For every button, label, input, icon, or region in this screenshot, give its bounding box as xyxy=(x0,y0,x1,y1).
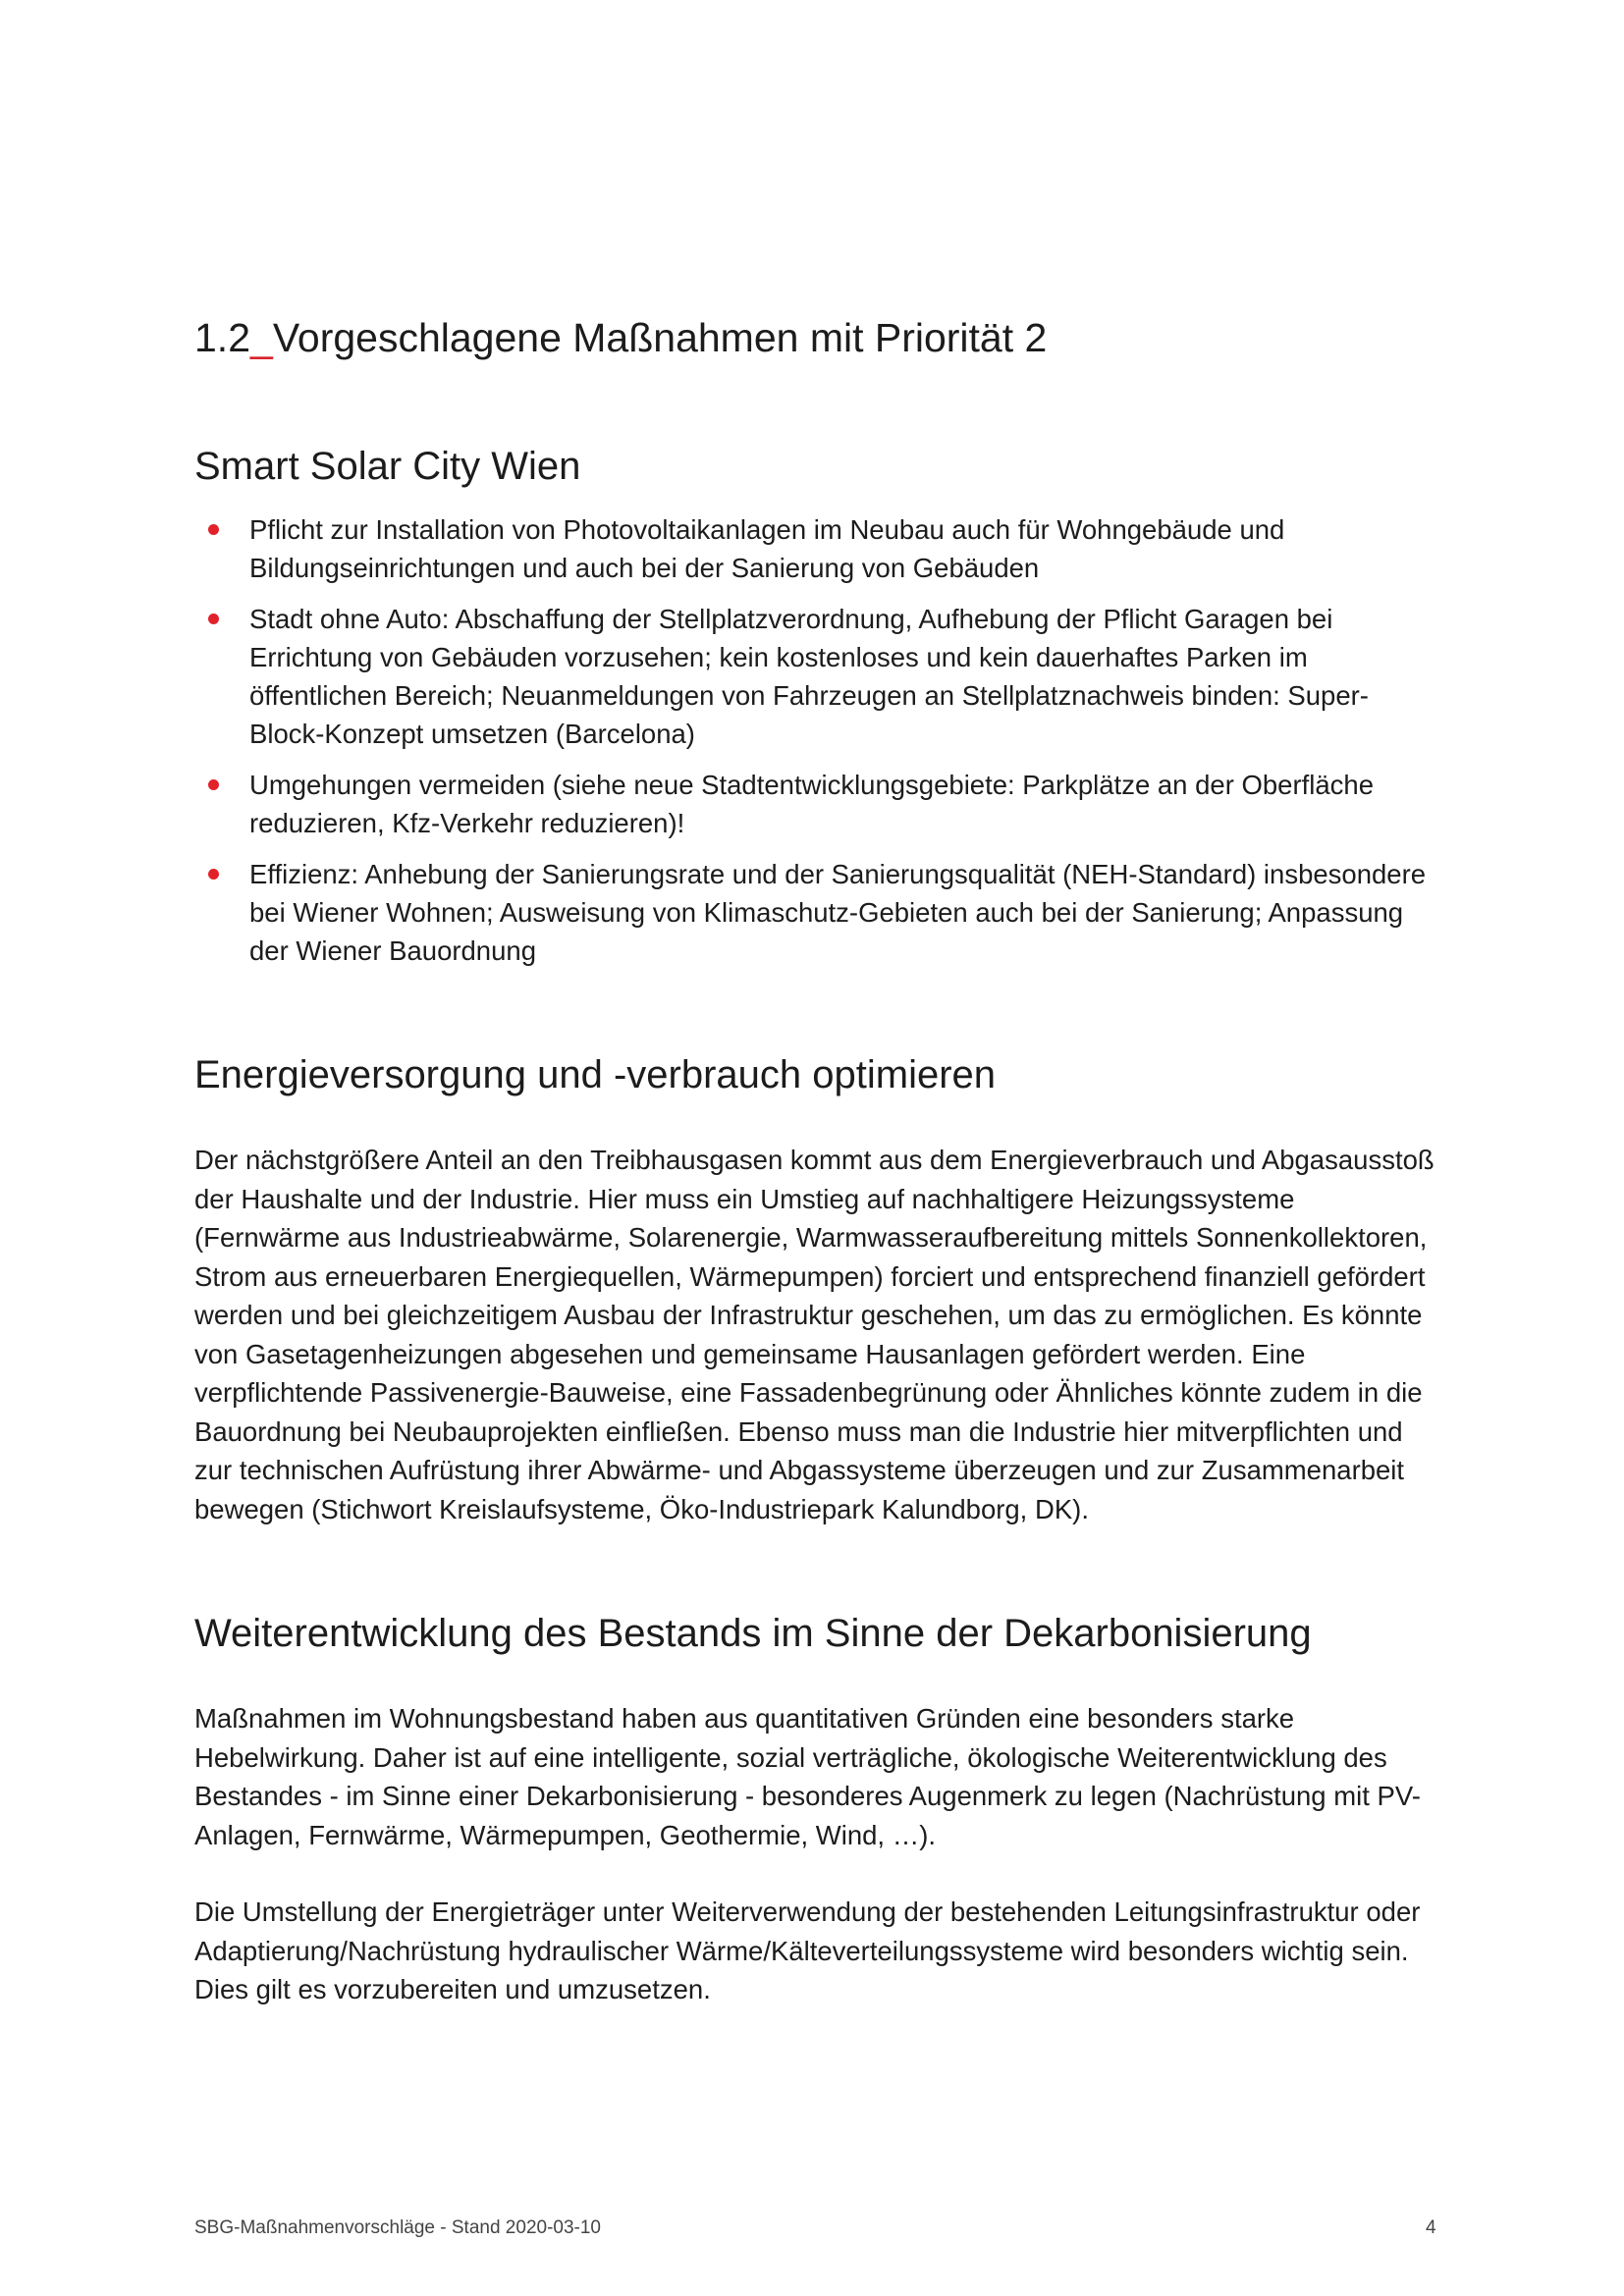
bullet-icon xyxy=(208,779,219,790)
weiter-paragraph-1: Maßnahmen im Wohnungsbestand haben aus quantitativen Gründen eine besonders starke Hebelwirkung. Daher ist auf eine intelligente, sozial verträgliche, ökologische Weiterentwicklung des Bestandes - im Sinne einer Dekarbonisierung - besonderes Augenmerk zu legen (Nachrüstung mit PV-Anlagen, Fernwärme, Wärmepumpen, Geothermie, Wind, …). xyxy=(194,1703,1421,1850)
energie-paragraph: Der nächstgrößere Anteil an den Treibhausgasen kommt aus dem Energieverbrauch und Abgasausstoß der Haushalte und der Industrie. Hier muss ein Umstieg auf nachhaltigere Heizungssysteme (Fernwärme aus Industrieabwärme, Solarenergie, Warmwasseraufbereitung mittels Sonnenkollektoren, Strom aus erneuerbaren Energiequellen, Wärmepumpen) forciert und entsprechend finanziell gefördert werden und bei gleichzeitigem Ausbau der Infrastruktur geschehen, um das zu ermöglichen. Es könnte von Gasetagenheizungen abgesehen und gemeinsame Hausanlagen gefördert werden. Eine verpflichtende Passivenergie-Bauweise, eine Fassadenbegrünung oder Ähnliches könnte zudem in die Bauordnung bei Neubauprojekten einfließen. Ebenso muss man die Industrie hier mitverpflichten und zur technischen Aufrüstung ihrer Abwärme- und Abgassysteme überzeugen und zur Zusammenarbeit bewegen (Stichwort Kreislaufsysteme, Öko-Industriepark Kalundborg, DK). xyxy=(194,1145,1435,1524)
bullet-text: Effizienz: Anhebung der Sanierungsrate und der Sanierungsqualität (NEH-Standard) insbesondere bei Wiener Wohnen; Ausweisung von Klimaschutz-Gebieten auch bei der Sanierung; Anpassung der Wiener Bauordnung xyxy=(249,859,1427,966)
smart-solar-bullet-list xyxy=(194,510,1441,970)
footer-page-number: 4 xyxy=(1426,2217,1436,2238)
weiter-paragraph-2: Die Umstellung der Energieträger unter Weiterverwendung der bestehenden Leitungsinfrastruktur oder Adaptierung/Nachrüstung hydraulischer Wärme/Kälteverteilungssysteme wird besonders wichtig sein. Dies gilt es vorzubereiten und umzusetzen. xyxy=(194,1896,1421,2004)
bullet-item xyxy=(194,855,1441,970)
subheading-smart-solar: Smart Solar City Wien xyxy=(194,445,581,488)
heading-number: 1.2 xyxy=(194,315,250,360)
bullet-text: Stadt ohne Auto: Abschaffung der Stellplatzverordnung, Aufhebung der Pflicht Garagen bei Errichtung von Gebäuden vorzusehen; kein kostenloses und kein dauerhaftes Parken im öffentlichen Bereich; Neuanmeldungen von Fahrzeugen an Stellplatznachweis binden: Super-Block-Konzept umsetzen (Barcelona) xyxy=(249,604,1369,749)
bullet-text: Pflicht zur Installation von Photovoltaikanlagen im Neubau auch für Wohngebäude und Bildungseinrichtungen und auch bei der Sanierung von Gebäuden xyxy=(249,514,1285,583)
bullet-icon xyxy=(208,869,219,880)
page-content xyxy=(194,312,1441,2009)
footer-document-info: SBG-Maßnahmenvorschläge - Stand 2020-03-10 xyxy=(194,2217,602,2238)
bullet-item xyxy=(194,510,1441,587)
heading-underscore: _ xyxy=(250,315,273,360)
bullet-item xyxy=(194,766,1441,842)
bullet-text: Umgehungen vermeiden (siehe neue Stadtentwicklungsgebiete: Parkplätze an der Oberfläche reduzieren, Kfz-Verkehr reduzieren)! xyxy=(249,770,1375,838)
heading-title: Vorgeschlagene Maßnahmen mit Priorität 2 xyxy=(272,315,1048,360)
bullet-icon xyxy=(208,524,219,535)
subheading-energie: Energieversorgung und -verbrauch optimieren xyxy=(194,1053,997,1096)
bullet-icon xyxy=(208,614,219,624)
bullet-item xyxy=(194,600,1441,753)
subheading-weiterentwicklung: Weiterentwicklung des Bestands im Sinne der Dekarbonisierung xyxy=(194,1612,1312,1655)
section-heading xyxy=(194,312,1441,363)
